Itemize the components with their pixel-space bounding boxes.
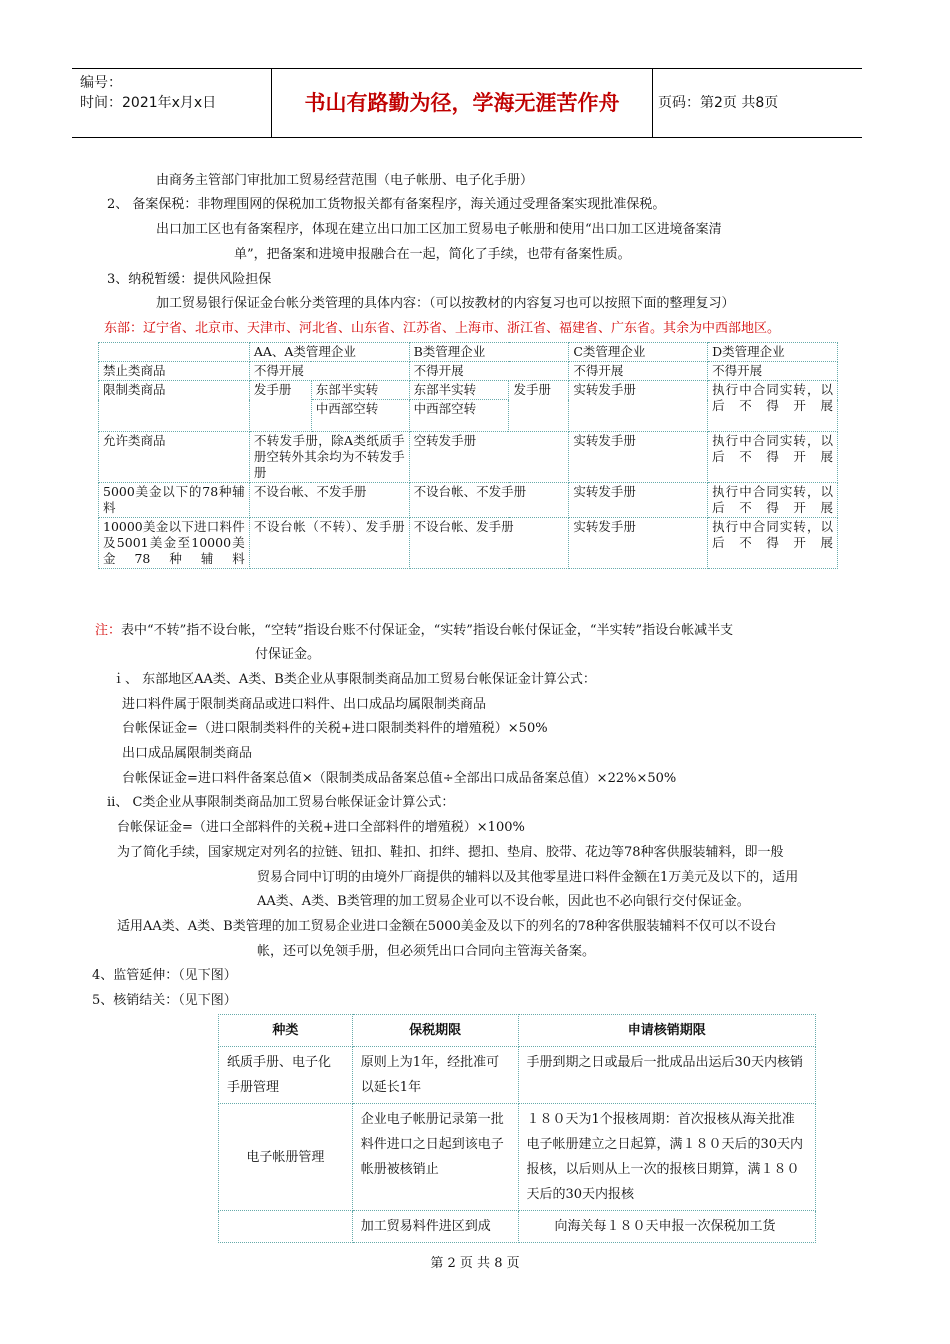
table-cell: 执行中合同实转，以后不得开展 bbox=[708, 432, 838, 483]
verification-table bbox=[218, 1014, 816, 1243]
number-label: 编号： bbox=[80, 75, 122, 91]
paragraph: 3、纳税暂缓：提供风险担保 bbox=[107, 272, 272, 287]
page-header bbox=[72, 68, 862, 138]
table-cell: 实转发手册 bbox=[569, 518, 708, 569]
table-cell: 电子帐册管理 bbox=[219, 1104, 353, 1211]
table-cell: 执行中合同实转，以后不得开展 bbox=[708, 518, 838, 569]
paragraph: 进口料件属于限制类商品或进口料件、出口成品均属限制类商品 bbox=[122, 697, 487, 712]
table-cell bbox=[99, 343, 250, 362]
table-row bbox=[99, 362, 838, 381]
paragraph: 贸易合同中订明的由境外厂商提供的辅料以及其他零星进口料件金额在1万美元及以下的，适用 bbox=[257, 870, 799, 885]
formula: 台帐保证金=（进口全部料件的关税+进口全部料件的增殖税）×100% bbox=[117, 820, 525, 835]
date-label: 时间：2021年x月x日 bbox=[80, 95, 217, 111]
table-cell: 纸质手册、电子化手册管理 bbox=[219, 1047, 353, 1104]
table-cell: 执行中合同实转，以后不得开展 bbox=[708, 381, 838, 432]
paragraph: 2、 备案保税：非物理围网的保税加工货物报关都有备案程序，海关通过受理备案实现批准保税。 bbox=[107, 197, 666, 212]
table-cell: 限制类商品 bbox=[99, 381, 250, 432]
table-cell: 不设台帐、不发手册 bbox=[409, 483, 569, 518]
paragraph: ⅱ、 C类企业从事限制类商品加工贸易台帐保证金计算公式： bbox=[107, 795, 455, 810]
table-cell: 实转发手册 bbox=[569, 381, 708, 432]
paragraph: 5、核销结关：（见下图） bbox=[92, 993, 237, 1008]
paragraph: 帐，还可以免领手册，但必须凭出口合同向主管海关备案。 bbox=[257, 944, 596, 959]
table-cell: 不得开展 bbox=[409, 362, 569, 381]
table-cell: 企业电子帐册记录第一批料件进口之日起到该电子帐册被核销止 bbox=[352, 1104, 518, 1211]
table-cell: 不得开展 bbox=[708, 362, 838, 381]
table-cell: 加工贸易料件进区到成 bbox=[352, 1211, 518, 1243]
table-header: 保税期限 bbox=[352, 1015, 518, 1047]
page-footer: 第 2 页 共 8 页 bbox=[430, 1256, 520, 1271]
table-cell: 10000美金以下进口料件及5001美金至10000美金78种辅料 bbox=[99, 518, 250, 569]
paragraph: ｉ、 东部地区AA类、A类、B类企业从事限制类商品加工贸易台帐保证金计算公式： bbox=[112, 672, 596, 687]
note-label: 注： bbox=[95, 623, 122, 638]
table-header: C类管理企业 bbox=[569, 343, 708, 362]
paragraph: 单”，把备案和进境申报融合在一起，简化了手续，也带有备案性质。 bbox=[234, 247, 631, 262]
table-cell: 发手册 bbox=[509, 381, 569, 432]
table-header: AA、A类管理企业 bbox=[249, 343, 409, 362]
note-line bbox=[95, 622, 733, 640]
table-cell: 允许类商品 bbox=[99, 432, 250, 483]
table-cell: 向海关每１８０天申报一次保税加工货 bbox=[518, 1211, 815, 1243]
table-cell: 不得开展 bbox=[569, 362, 708, 381]
table-row bbox=[219, 1104, 816, 1211]
table-cell bbox=[219, 1211, 353, 1243]
paragraph: 加工贸易银行保证金台帐分类管理的具体内容：（可以按教材的内容复习也可以按照下面的整理复习） bbox=[156, 296, 735, 311]
table-cell: 不设台帐（不转）、发手册 bbox=[249, 518, 409, 569]
table-cell: 手册到期之日或最后一批成品出运后30天内核销 bbox=[518, 1047, 815, 1104]
table-row bbox=[99, 483, 838, 518]
table-cell: 空转发手册 bbox=[409, 432, 569, 483]
table-cell: 中西部空转 bbox=[311, 400, 409, 432]
header-page: 页码：第2页 共8页 bbox=[658, 95, 779, 111]
table-cell: 实转发手册 bbox=[569, 432, 708, 483]
note-line: 付保证金。 bbox=[255, 647, 321, 662]
formula: 台帐保证金=进口料件备案总值×（限制类成品备案总值÷全部出口成品备案总值）×22%×50% bbox=[122, 771, 677, 786]
header-meta bbox=[72, 69, 272, 137]
table-cell: 执行中合同实转，以后不得开展 bbox=[708, 483, 838, 518]
paragraph: 出口加工区也有备案程序，体现在建立出口加工区加工贸易电子帐册和使用“出口加工区进境备案清 bbox=[156, 222, 722, 237]
table-cell: 5000美金以下的78种辅料 bbox=[99, 483, 250, 518]
table-cell: 不转发手册，除A类纸质手册空转外其余均为不转发手册 bbox=[249, 432, 409, 483]
paragraph: 4、监管延伸：（见下图） bbox=[92, 968, 237, 983]
table-cell: 不设台帐、不发手册 bbox=[249, 483, 409, 518]
east-region-note: 东部：辽宁省、北京市、天津市、河北省、山东省、江苏省、上海市、浙江省、福建省、广东省。其余为中西部地区。 bbox=[104, 321, 781, 336]
table-cell: 实转发手册 bbox=[569, 483, 708, 518]
table-row bbox=[99, 343, 838, 362]
table-cell: １８０天为1个报核周期：首次报核从海关批准电子帐册建立之日起算，满１８０天后的30天内报核，以后则从上一次的报核日期算，满１８０天后的30天内报核 bbox=[518, 1104, 815, 1211]
paragraph: AA类、A类、B类管理的加工贸易企业可以不设台帐，因此也不必向银行交付保证金。 bbox=[257, 894, 750, 909]
note-text: 表中“不转”指不设台帐，“空转”指设台账不付保证金，“实转”指设台帐付保证金，“半实转”指设台帐减半支 bbox=[121, 623, 734, 638]
header-slogan: 书山有路勤为径，学海无涯苦作舟 bbox=[272, 69, 653, 137]
table-cell: 不设台帐、发手册 bbox=[409, 518, 569, 569]
table-row bbox=[219, 1047, 816, 1104]
table-row bbox=[219, 1015, 816, 1047]
table-cell: 发手册 bbox=[249, 381, 311, 432]
table-row bbox=[99, 381, 838, 400]
paragraph: 由商务主管部门审批加工贸易经营范围（电子帐册、电子化手册） bbox=[156, 173, 534, 188]
table-header: B类管理企业 bbox=[409, 343, 569, 362]
table-header: 申请核销期限 bbox=[518, 1015, 815, 1047]
deposit-table bbox=[98, 342, 838, 569]
formula: 台帐保证金=（进口限制类料件的关税+进口限制类料件的增殖税）×50% bbox=[122, 721, 548, 736]
table-row bbox=[219, 1211, 816, 1243]
paragraph: 出口成品属限制类商品 bbox=[122, 746, 253, 761]
table-cell: 不得开展 bbox=[249, 362, 409, 381]
table-cell: 中西部空转 bbox=[409, 400, 509, 432]
table-cell: 东部半实转 bbox=[409, 381, 509, 400]
table-header: 种类 bbox=[219, 1015, 353, 1047]
table-cell: 禁止类商品 bbox=[99, 362, 250, 381]
table-row bbox=[99, 518, 838, 569]
table-row bbox=[99, 432, 838, 483]
paragraph: 适用AA类、A类、B类管理的加工贸易企业进口金额在5000美金及以下的列名的78种客供服装辅料不仅可以不设台 bbox=[117, 919, 777, 934]
table-header: D类管理企业 bbox=[708, 343, 838, 362]
paragraph: 为了简化手续，国家规定对列名的拉链、钮扣、鞋扣、扣绊、摁扣、垫肩、胶带、花边等78种客供服装辅料，即一般 bbox=[117, 845, 784, 860]
table-cell: 东部半实转 bbox=[311, 381, 409, 400]
table-cell: 原则上为1年，经批准可以延长1年 bbox=[352, 1047, 518, 1104]
